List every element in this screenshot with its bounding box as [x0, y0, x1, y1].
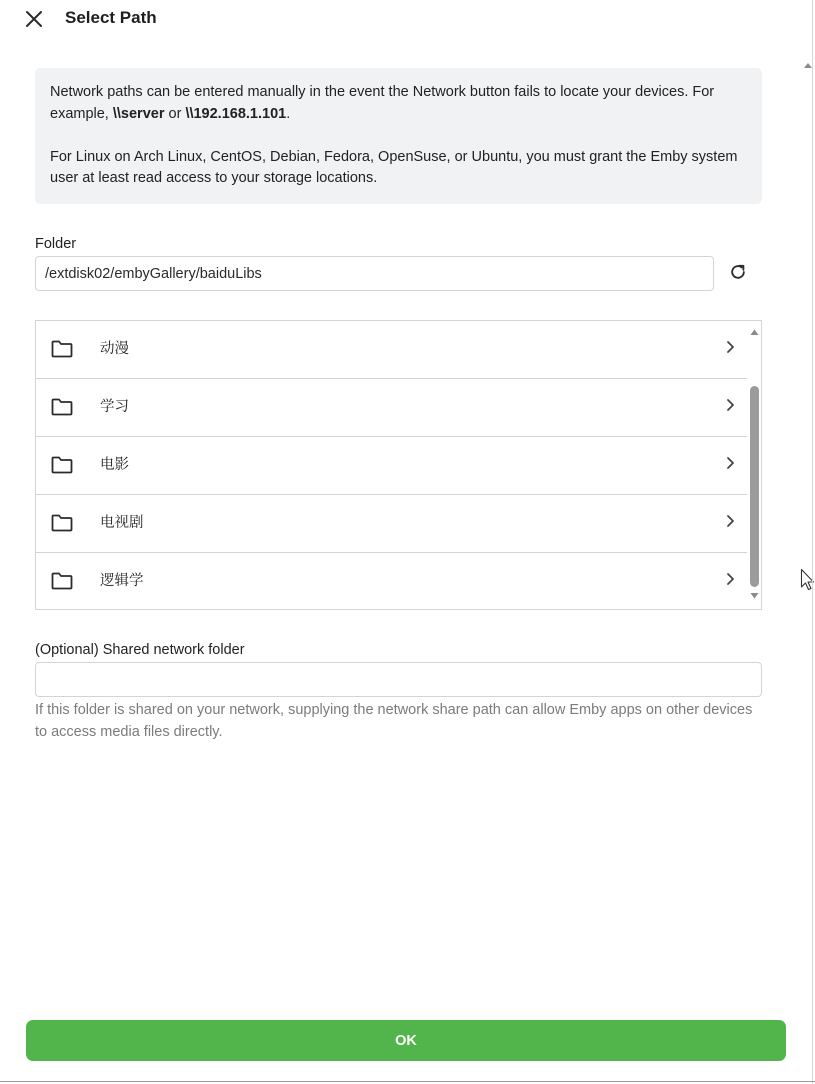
folder-item[interactable] [36, 379, 747, 437]
shared-folder-label: (Optional) Shared network folder [35, 642, 245, 658]
chevron-right-icon [722, 455, 738, 471]
chevron-right-icon [722, 339, 738, 355]
folder-list [35, 320, 762, 610]
dialog-title: Select Path [65, 8, 157, 27]
folder-item[interactable] [36, 495, 747, 553]
shared-folder-input[interactable] [35, 662, 762, 697]
folder-label: Folder [35, 236, 77, 252]
folder-item[interactable] [36, 437, 747, 495]
folder-item[interactable] [36, 553, 747, 610]
folder-item-label: 电影 [100, 457, 129, 473]
example-ip-path: \\192.168.1.101 [185, 105, 287, 122]
network-path-info [35, 68, 762, 204]
refresh-button[interactable] [725, 259, 751, 285]
folder-item-label: 电视剧 [100, 515, 144, 531]
folder-path-input[interactable] [35, 256, 714, 291]
close-button[interactable] [20, 5, 48, 33]
folder-list-scrollbar[interactable] [747, 321, 762, 609]
close-icon [25, 10, 43, 28]
folder-item-label: 动漫 [100, 341, 129, 357]
scroll-down-arrow-icon[interactable] [750, 592, 759, 600]
folder-icon [50, 395, 74, 419]
folder-item-label: 逻辑学 [100, 573, 144, 589]
chevron-right-icon [722, 571, 738, 587]
scroll-up-arrow-icon[interactable] [750, 328, 759, 336]
shared-folder-help: If this folder is shared on your network, supplying the network share path can allow Emby apps on other devices to access media files directly. [35, 702, 753, 740]
folder-item-label: 学习 [100, 399, 129, 415]
folder-icon [50, 569, 74, 593]
chevron-right-icon [722, 513, 738, 529]
window-border-right [812, 0, 813, 1084]
window-border-bottom [0, 1081, 815, 1082]
folder-icon [50, 337, 74, 361]
linux-permissions-note: For Linux on Arch Linux, CentOS, Debian, Fedora, OpenSuse, or Ubuntu, you must grant the Emby system user at least read access to your storage locations. [50, 148, 738, 186]
network-path-hint [50, 82, 748, 125]
refresh-icon [728, 262, 748, 282]
chevron-right-icon [722, 397, 738, 413]
period-text: . [286, 105, 291, 122]
folder-item[interactable] [36, 321, 747, 379]
ok-button[interactable]: OK [26, 1020, 786, 1061]
scrollbar-thumb[interactable] [750, 386, 759, 587]
example-server-path: \\server [112, 105, 165, 122]
folder-icon [50, 511, 74, 535]
network-hint-text: Network paths can be entered manually in the event the Network button fails to locate your devices. For example, [50, 84, 715, 122]
folder-icon [50, 453, 74, 477]
or-text: or [164, 105, 186, 122]
